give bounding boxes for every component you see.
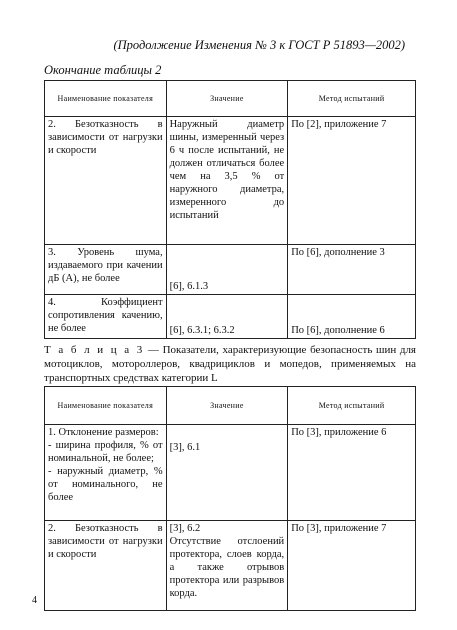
header-note: (Продолжение Изменения № 3 к ГОСТ Р 51893—2002) xyxy=(113,38,405,52)
table2-row3-method: По [6], дополнение 3 xyxy=(288,245,416,295)
table3-row1-name: 1. Отклонение размеров: - ширина профиля, % от номинальной, не более; - наружный диаметр, % от номинального, не более xyxy=(45,425,167,521)
table-row xyxy=(45,521,416,611)
table3-header-value: Значение xyxy=(166,387,288,425)
table3-row2-value-ref: [3], 6.2 xyxy=(169,523,201,534)
table2-row2-name: 2. Безотказность в зависимости от нагрузки и скорости xyxy=(45,117,167,245)
table2-row2-value: Наружный диаметр шины, измеренный через 6 ч после испытаний, не должен отличаться более чем на 3,5 % от наружного диаметра, измеренного до испытаний xyxy=(166,117,288,245)
table3-caption-text: — Показатели, характеризующие безопасность шин для мотоциклов, мотороллеров, квадрициклов и мопедов, применяемых на транспортных средствах категории L xyxy=(44,344,416,384)
table3-row1-value: [3], 6.1 xyxy=(166,425,288,521)
table-row xyxy=(45,295,416,339)
table2-header-name: Наименование показателя xyxy=(45,81,167,117)
table3-row1-method: По [3], приложение 6 xyxy=(288,425,416,521)
table3-header-name: Наименование показателя xyxy=(45,387,167,425)
table2-row2-method: По [2], приложение 7 xyxy=(288,117,416,245)
table2-row3-value: [6], 6.1.3 xyxy=(166,245,288,295)
table2-row3-name: 3. Уровень шума, издаваемого при качении дБ (А), не более xyxy=(45,245,167,295)
table3-caption xyxy=(44,343,416,385)
table3-caption-prefix: Т а б л и ц а 3 xyxy=(44,344,145,356)
table2-header-method: Метод испытаний xyxy=(288,81,416,117)
table2-row4-method: По [6], дополнение 6 xyxy=(288,295,416,339)
table3-row2-value-text: Отсутствие отслоений протектора, слоев корда, а также отрывов протектора или разрывов корда. xyxy=(169,536,285,599)
table3-row2-value-cell xyxy=(166,521,288,611)
table3-row2-method: По [3], приложение 7 xyxy=(288,521,416,611)
table3-row2-name: 2. Безотказность в зависимости от нагрузки и скорости xyxy=(45,521,167,611)
table-row xyxy=(45,425,416,521)
table2-row4-value: [6], 6.3.1; 6.3.2 xyxy=(166,295,288,339)
table-row xyxy=(45,245,416,295)
table2 xyxy=(44,80,416,339)
table2-header-value: Значение xyxy=(166,81,288,117)
table2-header-row xyxy=(45,81,416,117)
table3-header-row xyxy=(45,387,416,425)
page-number: 4 xyxy=(32,595,37,606)
table2-row4-name: 4. Коэффициент сопротивления качению, не более xyxy=(45,295,167,339)
table3 xyxy=(44,386,416,611)
table3-header-method: Метод испытаний xyxy=(288,387,416,425)
table-row xyxy=(45,117,416,245)
table2-continuation-label: Окончание таблицы 2 xyxy=(44,63,162,77)
